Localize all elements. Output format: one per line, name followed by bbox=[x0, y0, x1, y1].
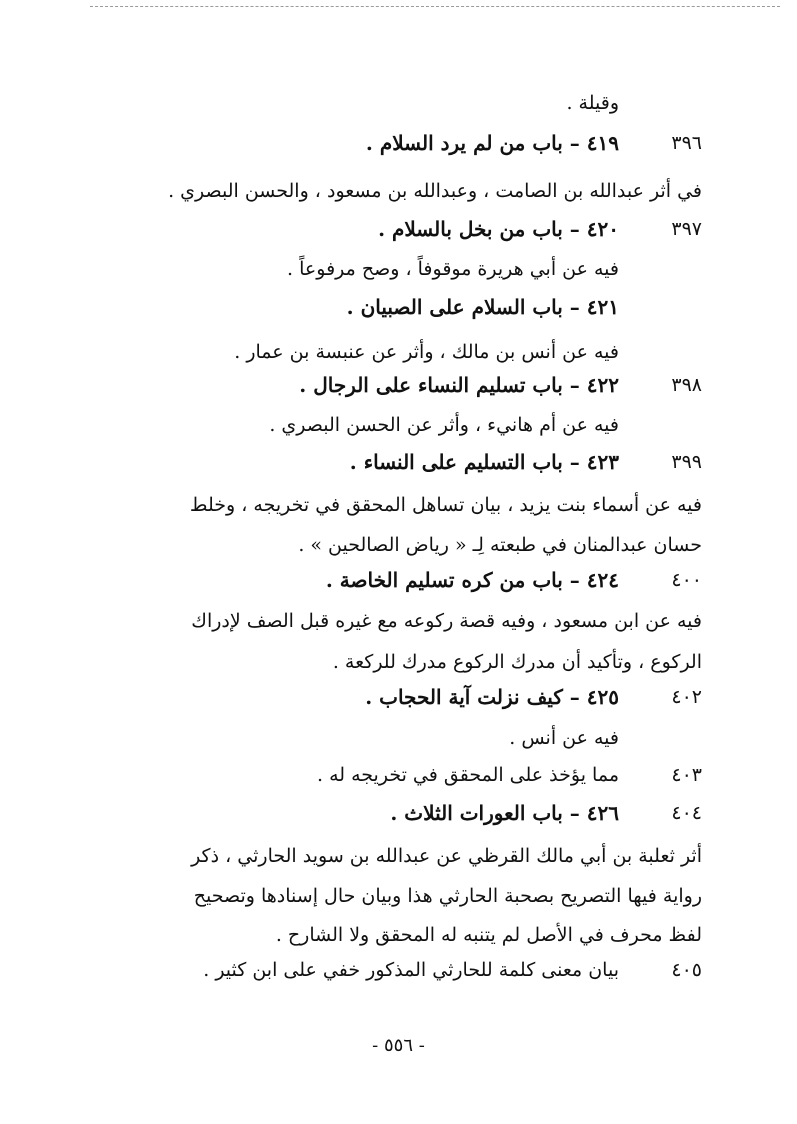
page-number: ٣٩٨ bbox=[671, 374, 702, 396]
text-line: بيان معنى كلمة للحارثي المذكور خفي على ابن كثير . bbox=[203, 959, 619, 981]
top-dashed-rule bbox=[90, 6, 780, 7]
text-line: أثر ثعلبة بن أبي مالك القرظي عن عبدالله بن سويد الحارثي ، ذكر bbox=[191, 845, 702, 867]
page-number: ٤٠٠ bbox=[671, 569, 702, 591]
text-line: رواية فيها التصريح بصحبة الحارثي هذا وبيان حال إسنادها وتصحيح bbox=[193, 885, 702, 907]
page-footer-number: - ٥٥٦ - bbox=[372, 1035, 425, 1056]
text-line: فيه عن أسماء بنت يزيد ، بيان تساهل المحقق في تخريجه ، وخلط bbox=[189, 494, 702, 516]
chapter-heading: ٤٢٣ – باب التسليم على النساء . bbox=[349, 450, 619, 474]
chapter-heading: ٤٢٦ – باب العورات الثلاث . bbox=[390, 801, 619, 825]
page-number: ٤٠٤ bbox=[671, 802, 702, 824]
chapter-heading: ٤٢٢ – باب تسليم النساء على الرجال . bbox=[299, 373, 619, 397]
text-line: وقيلة . bbox=[566, 92, 619, 114]
page-number: ٣٩٩ bbox=[671, 451, 702, 473]
page-number: ٤٠٢ bbox=[671, 686, 702, 708]
text-line: في أثر عبدالله بن الصامت ، وعبدالله بن مسعود ، والحسن البصري . bbox=[168, 180, 702, 202]
text-line: الركوع ، وتأكيد أن مدرك الركوع مدرك للركعة . bbox=[332, 651, 702, 673]
text-line: فيه عن أنس . bbox=[509, 727, 619, 749]
text-line: فيه عن أم هانيء ، وأثر عن الحسن البصري . bbox=[269, 414, 619, 436]
text-line: حسان عبدالمنان في طبعته لِـ « رياض الصالحين » . bbox=[298, 534, 702, 556]
chapter-heading: ٤٢٠ – باب من بخل بالسلام . bbox=[378, 217, 619, 241]
chapter-heading: ٤٢٤ – باب من كره تسليم الخاصة . bbox=[325, 568, 619, 592]
text-line: مما يؤخذ على المحقق في تخريجه له . bbox=[317, 764, 619, 786]
page-number: ٣٩٦ bbox=[671, 132, 702, 154]
chapter-heading: ٤١٩ – باب من لم يرد السلام . bbox=[365, 131, 619, 155]
text-line: فيه عن أنس بن مالك ، وأثر عن عنبسة بن عمار . bbox=[234, 341, 619, 363]
text-line: لفظ محرف في الأصل لم يتنبه له المحقق ولا الشارح . bbox=[275, 924, 702, 946]
chapter-heading: ٤٢١ – باب السلام على الصبيان . bbox=[346, 295, 619, 319]
text-line: فيه عن ابن مسعود ، وفيه قصة ركوعه مع غيره قبل الصف لإدراك bbox=[191, 610, 702, 632]
page-number: ٣٩٧ bbox=[671, 218, 702, 240]
page-number: ٤٠٥ bbox=[671, 959, 702, 981]
text-line: فيه عن أبي هريرة موقوفاً ، وصح مرفوعاً . bbox=[287, 258, 619, 280]
chapter-heading: ٤٢٥ – كيف نزلت آية الحجاب . bbox=[365, 685, 619, 709]
page-number: ٤٠٣ bbox=[671, 764, 702, 786]
